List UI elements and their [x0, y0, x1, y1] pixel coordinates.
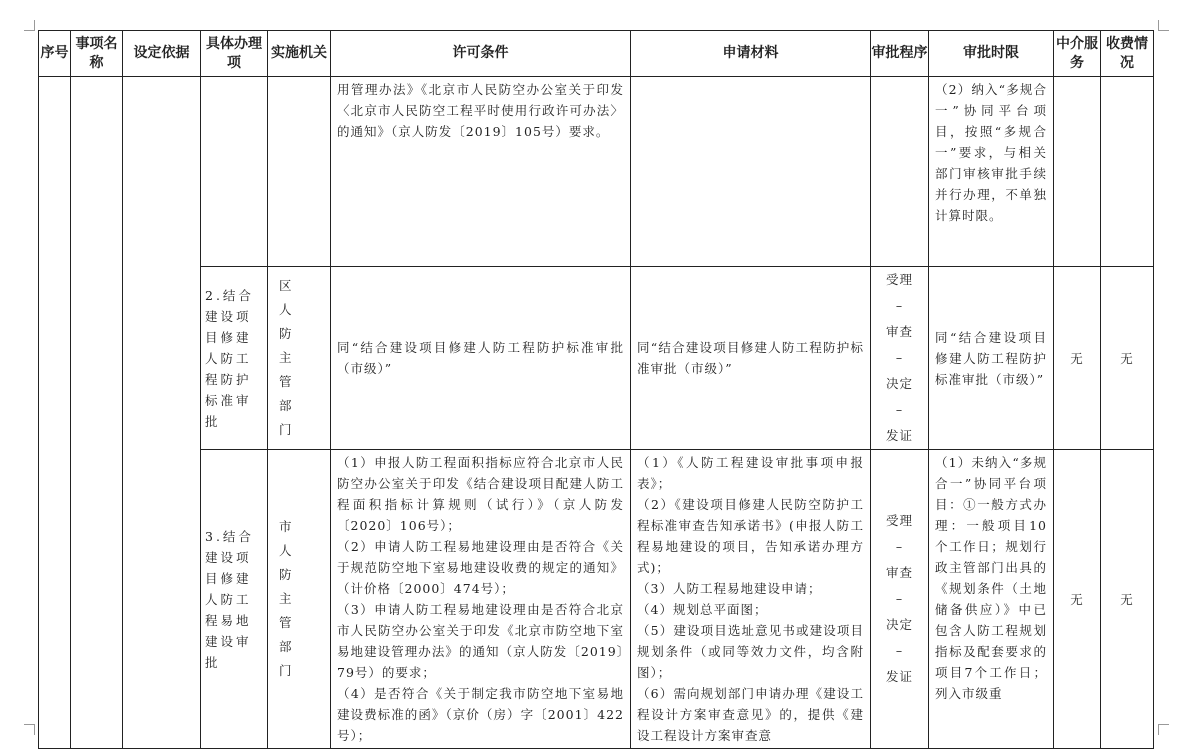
fee-cell: [1101, 77, 1154, 267]
page-corner-mark: [24, 20, 35, 31]
item-name-cell: [71, 77, 123, 749]
procedure-cell: [871, 77, 929, 267]
header-time-limit: 审批时限: [929, 31, 1054, 77]
organization-cell: 市人防主管部门: [279, 519, 314, 678]
procedure-step: 决定: [885, 617, 913, 632]
page-corner-mark: [1158, 20, 1169, 31]
time-limit-cell: 同“结合建设项目修建人防工程防护标准审批（市级）”: [929, 267, 1054, 450]
header-conditions: 许可条件: [331, 31, 631, 77]
header-materials: 申请材料: [631, 31, 871, 77]
condition-item: （1）申报人防工程面积指标应符合北京市人民防空办公室关于印发《结合建设项目配建人防工程面积指标计算规则（试行）》（京人防发〔2020〕106号）；: [337, 455, 624, 533]
condition-item: （4）是否符合《关于制定我市防空地下室易地建设费标准的函》（京价（房）字〔2001〕422号）；: [337, 686, 624, 743]
material-item: （3）人防工程易地建设申请；: [637, 581, 822, 596]
procedure-step: 发证: [885, 669, 913, 684]
header-organization: 实施机关: [268, 31, 331, 77]
agency-service-cell: [1054, 77, 1101, 267]
agency-service-cell: 无: [1054, 450, 1101, 749]
organization-cell: [268, 77, 331, 267]
header-item-name: 事项名称: [71, 31, 123, 77]
condition-item: （3）申请人防工程易地建设理由是否符合北京市人民防空办公室关于印发《北京市防空地下室易地建设管理办法》的通知（京人防发〔2019〕79号）的要求；: [337, 602, 624, 680]
material-item: （5）建设项目选址意见书或建设项目规划条件（或同等效力文件，均含附图）；: [637, 623, 864, 680]
conditions-cell: 用管理办法》《北京市人民防空办公室关于印发〈北京市人民防空工程平时使用行政许可办法〉的通知》（京人防发〔2019〕105号）要求。: [331, 77, 631, 267]
header-agency-service: 中介服务: [1054, 31, 1101, 77]
page-corner-mark: [1158, 724, 1169, 735]
materials-cell: 同“结合建设项目修建人防工程防护标准审批（市级）”: [631, 267, 871, 450]
procedure-step: 发证: [885, 428, 913, 443]
table-row: [39, 267, 1154, 450]
procedure-cell: [871, 450, 929, 749]
time-limit-cell: （2）纳入“多规合一”协同平台项目，按照“多规合一”要求，与相关部门审核审批手续并行办理，不单独计算时限。: [929, 77, 1054, 267]
material-item: （2）《建设项目修建人民防空防护工程标准审查告知承诺书》(申报人防工程易地建设的项目，告知承诺办理方式)；: [637, 497, 864, 575]
specific-item-cell: [201, 77, 268, 267]
header-basis: 设定依据: [123, 31, 201, 77]
table-row: [39, 450, 1154, 749]
procedure-step: 审查: [885, 565, 913, 580]
conditions-cell: 同“结合建设项目修建人防工程防护标准审批（市级）”: [331, 267, 631, 450]
basis-cell: [123, 77, 201, 749]
specific-item-cell: 2.结合建设项目修建人防工程防护标准审批: [205, 287, 254, 429]
table-row: [39, 77, 1154, 267]
header-fee: 收费情况: [1101, 31, 1154, 77]
specific-item-cell: 3.结合建设项目修建人防工程易地建设审批: [205, 528, 254, 670]
organization-cell: 区人防主管部门: [279, 278, 314, 437]
page-corner-mark: [24, 724, 35, 735]
procedure-step: 受理: [885, 513, 913, 528]
procedure-separator: –: [895, 298, 904, 313]
header-specific-item: 具体办理项: [201, 31, 268, 77]
agency-service-cell: 无: [1054, 267, 1101, 450]
procedure-cell: [871, 267, 929, 450]
materials-cell: [631, 77, 871, 267]
material-item: （4）规划总平面图；: [637, 602, 768, 617]
header-index: 序号: [39, 31, 71, 77]
procedure-step: 审查: [885, 324, 913, 339]
procedure-separator: –: [895, 643, 904, 658]
procedure-separator: –: [895, 591, 904, 606]
procedure-separator: –: [895, 350, 904, 365]
fee-cell: 无: [1101, 450, 1154, 749]
approval-items-table: [38, 30, 1154, 749]
procedure-separator: –: [895, 539, 904, 554]
condition-item: （2）申请人防工程易地建设理由是否符合《关于规范防空地下室易地建设收费的规定的通知》（计价格〔2000〕474号）；: [337, 539, 624, 596]
header-procedure: 审批程序: [871, 31, 929, 77]
material-item: （6）需向规划部门申请办理《建设工程设计方案审查意见》的，提供《建设工程设计方案审查意: [637, 686, 864, 743]
index-cell: [39, 77, 71, 749]
conditions-cell: [331, 450, 631, 749]
materials-cell: [631, 450, 871, 749]
table-header-row: [39, 31, 1154, 77]
material-item: （1）《人防工程建设审批事项申报表》；: [637, 455, 864, 491]
procedure-step: 决定: [885, 376, 913, 391]
procedure-separator: –: [895, 402, 904, 417]
time-limit-cell: （1）未纳入“多规合一”协同平台项目：①一般方式办理：一般项目10个工作日；规划行政主管部门出具的《规划条件（土地储备供应）》中已包含人防工程规划指标及配套要求的项目7个工作日；列入市级重: [929, 450, 1054, 749]
procedure-step: 受理: [885, 272, 913, 287]
fee-cell: 无: [1101, 267, 1154, 450]
